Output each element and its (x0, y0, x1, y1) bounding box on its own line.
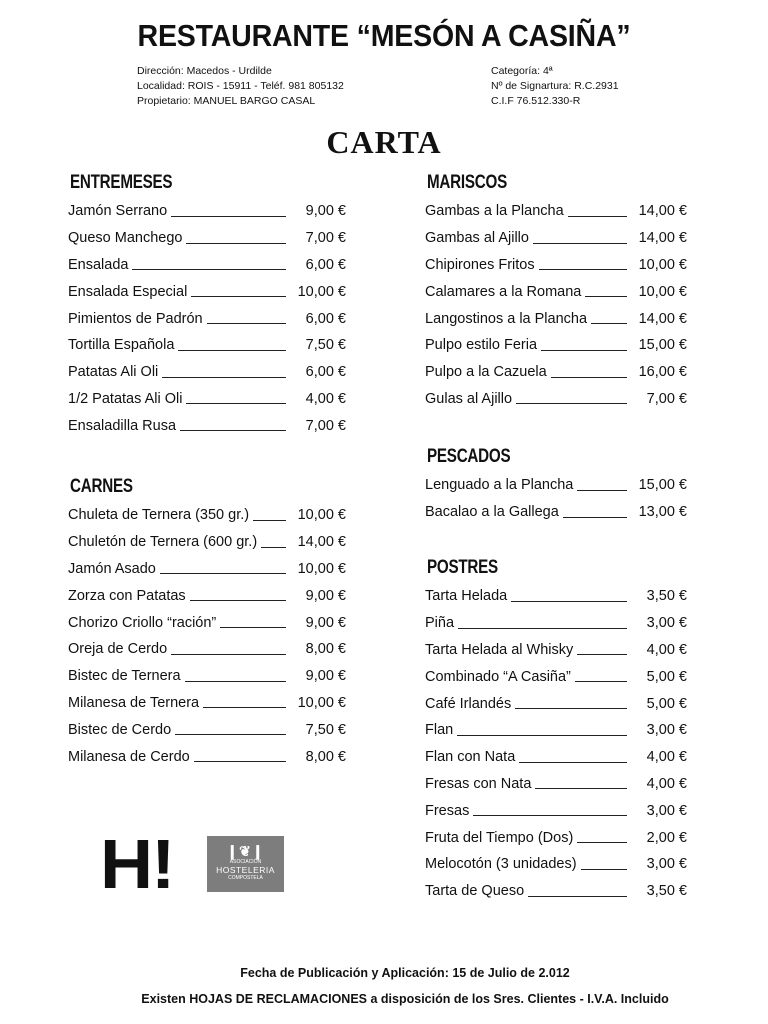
leader-line (533, 243, 627, 244)
leader-line (473, 815, 627, 816)
badge-line-2: HOSTELERIA (216, 865, 275, 875)
section-title: CARNES (70, 476, 133, 497)
section-title: PESCADOS (427, 446, 511, 467)
item-name: Ensaladilla Rusa (68, 417, 177, 434)
menu-item (425, 717, 687, 744)
item-price: 7,50 € (305, 337, 346, 354)
item-name: Fruta del Tiempo (Dos) (425, 829, 574, 846)
item-name: Tarta Helada (425, 588, 508, 605)
item-name: Fresas (425, 802, 470, 819)
leader-line (535, 788, 627, 789)
menu-item (425, 610, 687, 637)
item-price: 10,00 € (297, 507, 346, 524)
item-name: Gambas al Ajillo (425, 230, 529, 247)
scallop-emblem-icon: ❙❦❙ (226, 843, 265, 859)
menu-item (68, 225, 346, 252)
item-price: 16,00 € (638, 364, 687, 381)
leader-line (568, 216, 627, 217)
leader-line (591, 323, 627, 324)
item-price: 5,00 € (646, 668, 687, 685)
leader-line (528, 896, 627, 897)
section-carnes (68, 474, 346, 770)
menu-item (68, 582, 346, 609)
item-name: Bistec de Cerdo (68, 721, 172, 738)
leader-line (563, 517, 627, 518)
item-price: 4,00 € (646, 641, 687, 658)
item-price: 8,00 € (305, 641, 346, 658)
leader-line (253, 520, 286, 521)
item-name: Chipirones Fritos (425, 256, 535, 273)
menu-list (68, 502, 346, 770)
menu-item (425, 386, 687, 413)
leader-line (171, 654, 286, 655)
item-price: 3,00 € (646, 615, 687, 632)
menu-item (425, 878, 687, 905)
item-name: Tarta Helada al Whisky (425, 641, 574, 658)
item-price: 14,00 € (638, 310, 687, 327)
menu-item (425, 499, 687, 526)
menu-item (425, 797, 687, 824)
leader-line (185, 681, 286, 682)
leader-line (581, 869, 627, 870)
menu-item (68, 502, 346, 529)
hostelry-h-logo: H! (100, 825, 174, 903)
leader-line (551, 377, 627, 378)
badge-line-3: COMPOSTELA (228, 875, 263, 881)
item-name: Flan con Nata (425, 749, 516, 766)
item-price: 4,00 € (646, 749, 687, 766)
item-name: Jamón Serrano (68, 203, 168, 220)
leader-line (519, 762, 627, 763)
owner-line: Propietario: MANUEL BARGO CASAL (137, 95, 316, 107)
leader-line (180, 430, 286, 431)
item-price: 4,00 € (305, 390, 346, 407)
leader-line (516, 403, 627, 404)
menu-item (425, 824, 687, 851)
menu-item (425, 332, 687, 359)
leader-line (577, 842, 627, 843)
item-name: Melocotón (3 unidades) (425, 856, 577, 873)
leader-line (171, 216, 286, 217)
item-price: 2,00 € (646, 829, 687, 846)
item-name: Gambas a la Plancha (425, 203, 564, 220)
leader-line (511, 601, 627, 602)
section-pescados (425, 444, 687, 526)
leader-line (160, 573, 286, 574)
item-price: 6,00 € (305, 364, 346, 381)
item-price: 10,00 € (297, 560, 346, 577)
menu-item (425, 359, 687, 386)
menu-item (68, 386, 346, 413)
menu-item (68, 529, 346, 556)
item-name: Chuleta de Ternera (350 gr.) (68, 507, 250, 524)
menu-item (68, 663, 346, 690)
menu-item (68, 412, 346, 439)
item-name: Langostinos a la Plancha (425, 310, 588, 327)
menu-list (425, 583, 687, 905)
item-price: 15,00 € (638, 477, 687, 494)
menu-item (425, 637, 687, 664)
menu-item (425, 583, 687, 610)
item-price: 6,00 € (305, 310, 346, 327)
item-price: 9,00 € (305, 614, 346, 631)
item-name: 1/2 Patatas Ali Oli (68, 390, 183, 407)
menu-item (425, 744, 687, 771)
item-price: 6,00 € (305, 256, 346, 273)
item-price: 10,00 € (297, 694, 346, 711)
item-name: Ensalada (68, 256, 129, 273)
item-price: 7,00 € (305, 230, 346, 247)
section-postres (425, 555, 687, 905)
menu-item (425, 771, 687, 798)
section-title: POSTRES (427, 557, 498, 578)
menu-item (425, 472, 687, 499)
item-price: 7,00 € (305, 417, 346, 434)
menu-item (425, 690, 687, 717)
item-name: Tarta de Queso (425, 883, 525, 900)
menu-item (68, 332, 346, 359)
menu-item (68, 743, 346, 770)
carta-heading: CARTA (326, 124, 442, 160)
menu-item (425, 305, 687, 332)
item-name: Zorza con Patatas (68, 587, 186, 604)
address-line: Dirección: Macedos - Urdilde (137, 65, 272, 77)
item-price: 7,00 € (646, 390, 687, 407)
leader-line (577, 490, 627, 491)
item-price: 3,00 € (646, 856, 687, 873)
leader-line (186, 243, 286, 244)
item-price: 5,00 € (646, 695, 687, 712)
leader-line (194, 761, 286, 762)
item-price: 15,00 € (638, 337, 687, 354)
section-mariscos (425, 170, 687, 412)
item-name: Oreja de Cerdo (68, 641, 168, 658)
menu-list (425, 472, 687, 526)
leader-line (261, 547, 286, 548)
hostelry-association-badge (207, 836, 284, 892)
leader-line (190, 600, 286, 601)
leader-line (178, 350, 286, 351)
item-name: Chuletón de Ternera (600 gr.) (68, 534, 258, 551)
item-name: Milanesa de Cerdo (68, 748, 190, 765)
menu-item (68, 252, 346, 279)
locality-line: Localidad: ROIS - 15911 - Teléf. 981 805132 (137, 80, 344, 92)
item-price: 9,00 € (305, 668, 346, 685)
item-name: Tortilla Española (68, 337, 175, 354)
menu-item (68, 198, 346, 225)
leader-line (203, 707, 286, 708)
menu-item (68, 716, 346, 743)
item-name: Pimientos de Padrón (68, 310, 203, 327)
item-price: 3,50 € (646, 883, 687, 900)
item-name: Gulas al Ajillo (425, 390, 513, 407)
item-name: Chorizo Criollo “ración” (68, 614, 217, 631)
section-title: MARISCOS (427, 172, 507, 193)
item-price: 10,00 € (638, 256, 687, 273)
leader-line (175, 734, 286, 735)
item-price: 4,00 € (646, 775, 687, 792)
leader-line (585, 296, 627, 297)
category-line: Categoría: 4ª (491, 65, 553, 77)
leader-line (577, 654, 627, 655)
item-name: Queso Manchego (68, 230, 183, 247)
menu-list (68, 198, 346, 439)
item-price: 13,00 € (638, 504, 687, 521)
info-left (137, 64, 344, 109)
leader-line (220, 627, 286, 628)
restaurant-title: RESTAURANTE “MESÓN A CASIÑA” (137, 18, 631, 53)
item-price: 10,00 € (638, 283, 687, 300)
item-name: Ensalada Especial (68, 283, 188, 300)
item-name: Patatas Ali Oli (68, 364, 159, 381)
item-price: 14,00 € (638, 230, 687, 247)
leader-line (186, 403, 286, 404)
menu-item (68, 556, 346, 583)
item-name: Flan (425, 722, 454, 739)
item-price: 3,00 € (646, 722, 687, 739)
item-price: 10,00 € (297, 283, 346, 300)
item-name: Bistec de Ternera (68, 668, 181, 685)
item-name: Pulpo a la Cazuela (425, 364, 547, 381)
item-name: Jamón Asado (68, 560, 156, 577)
item-price: 14,00 € (638, 203, 687, 220)
leader-line (132, 269, 286, 270)
cif-line: C.I.F 76.512.330-R (491, 95, 581, 107)
menu-item (68, 609, 346, 636)
menu-item (425, 663, 687, 690)
leader-line (541, 350, 627, 351)
item-name: Piña (425, 615, 455, 632)
menu-item (68, 278, 346, 305)
leader-line (207, 323, 286, 324)
leader-line (458, 628, 627, 629)
item-name: Combinado “A Casiña” (425, 668, 571, 685)
item-name: Pulpo estilo Feria (425, 337, 538, 354)
menu-item (425, 198, 687, 225)
badge-line-1: ASOCIACIÓN (229, 859, 262, 865)
section-entremeses (68, 170, 346, 439)
menu-item (68, 305, 346, 332)
leader-line (457, 735, 627, 736)
item-price: 8,00 € (305, 748, 346, 765)
leader-line (575, 681, 627, 682)
item-price: 14,00 € (297, 534, 346, 551)
section-title: ENTREMESES (70, 172, 173, 193)
menu-item (425, 252, 687, 279)
leader-line (191, 296, 286, 297)
info-right (491, 64, 619, 109)
item-name: Lenguado a la Plancha (425, 477, 574, 494)
menu-item (425, 225, 687, 252)
leader-line (515, 708, 627, 709)
item-price: 3,50 € (646, 588, 687, 605)
item-name: Bacalao a la Gallega (425, 504, 559, 521)
item-name: Milanesa de Ternera (68, 694, 200, 711)
item-name: Calamares a la Romana (425, 283, 582, 300)
registration-line: Nº de Signartura: R.C.2931 (491, 80, 619, 92)
item-price: 9,00 € (305, 587, 346, 604)
menu-item (68, 359, 346, 386)
leader-line (539, 269, 627, 270)
item-price: 9,00 € (305, 203, 346, 220)
menu-item (425, 851, 687, 878)
publication-date-notice: Fecha de Publicación y Aplicación: 15 de Julio de 2.012 (240, 966, 570, 980)
menu-list (425, 198, 687, 412)
item-price: 7,50 € (305, 721, 346, 738)
leader-line (162, 377, 286, 378)
complaints-notice: Existen HOJAS DE RECLAMACIONES a disposición de los Sres. Clientes - I.V.A. Incluido (141, 992, 669, 1006)
item-name: Café Irlandés (425, 695, 512, 712)
menu-item (425, 278, 687, 305)
item-price: 3,00 € (646, 802, 687, 819)
menu-item (68, 690, 346, 717)
item-name: Fresas con Nata (425, 775, 532, 792)
menu-item (68, 636, 346, 663)
